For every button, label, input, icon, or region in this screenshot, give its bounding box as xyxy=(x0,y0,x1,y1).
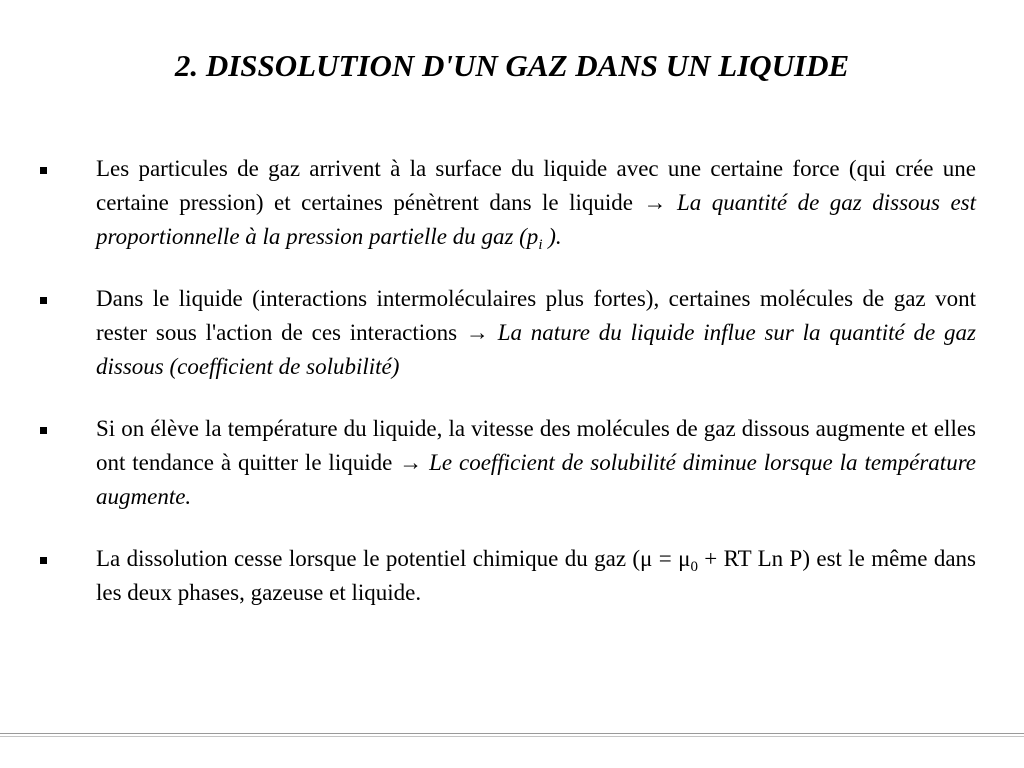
bullet-list xyxy=(40,152,976,638)
right-arrow-icon: → xyxy=(399,450,423,475)
bullet-3-emphasis: Le coefficient de solubilité diminue lorsque la température augmente. xyxy=(96,450,977,509)
square-bullet-icon xyxy=(40,297,47,304)
footer-divider-secondary xyxy=(0,736,1024,737)
bullet-1-emphasis: La quantité de gaz dissous est proportionnelle à la pression partielle du gaz (p xyxy=(96,190,976,249)
bullet-item-4 xyxy=(40,542,976,610)
footer-divider xyxy=(0,733,1024,734)
bullet-1-text: Les particules de gaz arrivent à la surface du liquide avec une certaine force (qui crée une certaine pression) et certaines pénètrent dans le liquide xyxy=(96,156,976,215)
bullet-3-text: Si on élève la température du liquide, la vitesse des molécules de gaz dissous augmente et elles ont tendance à quitter le liquide xyxy=(96,416,976,475)
square-bullet-icon xyxy=(40,167,47,174)
square-bullet-icon xyxy=(40,557,47,564)
square-bullet-icon xyxy=(40,427,47,434)
bullet-item-3 xyxy=(40,412,976,514)
bullet-4-text-end: + RT Ln P) est le même dans les deux phases, gazeuse et liquide. xyxy=(96,546,976,605)
bullet-item-2 xyxy=(40,282,976,384)
right-arrow-icon: → xyxy=(643,190,667,215)
right-arrow-icon: → xyxy=(465,320,489,345)
bullet-item-1 xyxy=(40,152,976,254)
slide-title: 2. DISSOLUTION D'UN GAZ DANS UN LIQUIDE xyxy=(174,48,850,83)
bullet-2-emphasis: La nature du liquide influe sur la quantité de gaz dissous (coefficient de solubilité) xyxy=(96,320,976,379)
bullet-1-emphasis-end: ). xyxy=(542,224,562,249)
bullet-1-subscript: i xyxy=(538,237,543,253)
bullet-4-subscript: 0 xyxy=(690,559,698,575)
bullet-4-text: La dissolution cesse lorsque le potentiel chimique du gaz (μ = μ xyxy=(96,546,691,571)
bullet-2-text: Dans le liquide (interactions intermoléculaires plus fortes), certaines molécules de gaz vont rester sous l'action de ces interactions xyxy=(96,286,976,345)
